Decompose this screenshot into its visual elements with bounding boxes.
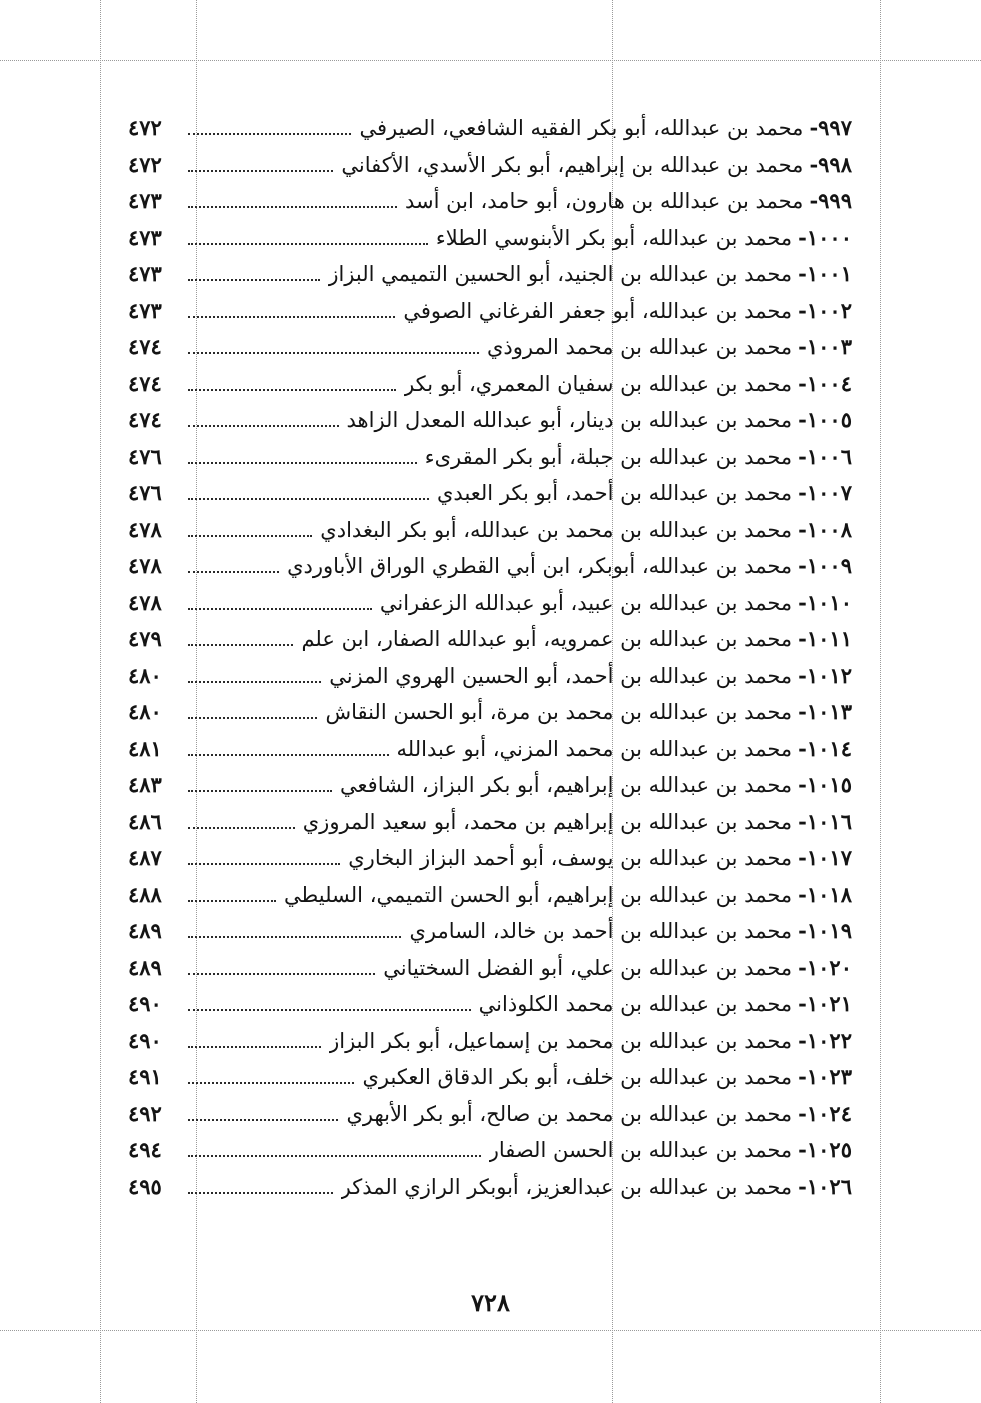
entry-name: محمد بن عبدالله بن خلف، أبو بكر الدقاق العكبري [362, 1065, 793, 1089]
dot-leader [188, 1119, 338, 1121]
entry-number: ١٠١٧- [798, 845, 852, 870]
entry-number: ١٠٠٢- [798, 297, 852, 323]
entry-page-ref: ٤٧٩ [128, 626, 162, 651]
entry-number: ١٠٠٧- [798, 480, 852, 505]
dot-leader [188, 608, 372, 610]
dot-leader [188, 754, 389, 756]
entry-name: محمد بن عبدالله بن محمد المروذي [486, 335, 793, 359]
entry-number: ١٠٢١- [798, 991, 852, 1016]
index-entry [128, 1132, 852, 1169]
entry-name: محمد بن عبدالله بن محمد بن مرة، أبو الحسن النقاش [325, 700, 793, 724]
entry-page-ref: ٤٨٦ [128, 808, 162, 834]
index-entry [128, 548, 852, 585]
index-entry [128, 366, 852, 403]
index-entry [128, 694, 852, 731]
entry-number: ١٠٠٩- [798, 553, 852, 578]
dot-leader [188, 790, 332, 792]
dot-leader [188, 900, 276, 902]
entry-number: ١٠٠٣- [798, 334, 852, 359]
index-entry [128, 220, 852, 257]
index-entry [128, 804, 852, 841]
entry-page-ref: ٤٧٣ [128, 188, 162, 213]
entry-name: محمد بن عبدالله بن محمد المزني، أبو عبدالله [396, 736, 793, 761]
entry-number: ١٠٢٠- [798, 954, 852, 980]
entry-page-ref: ٤٧٦ [128, 443, 162, 469]
entry-name: محمد بن عبدالله بن عمرويه، أبو عبدالله الصفار، ابن علم [301, 627, 793, 651]
index-entry [128, 621, 852, 658]
entry-page-ref: ٤٩١ [128, 1064, 162, 1089]
entry-name: محمد بن عبدالله بن إبراهيم بن محمد، أبو سعيد المروزي [302, 809, 793, 834]
dot-leader [188, 535, 312, 537]
dot-leader [188, 1192, 333, 1194]
entry-name: محمد بن عبدالله بن الجنيد، أبو الحسين التميمي البزاز [328, 262, 793, 286]
index-entry [128, 439, 852, 476]
entry-number: ١٠١١- [798, 626, 852, 651]
entry-number: ٩٩٩- [809, 188, 852, 213]
entry-name: محمد بن عبدالله بن محمد الكلوذاني [478, 992, 793, 1016]
entry-page-ref: ٤٨١ [128, 735, 162, 761]
entry-number: ١٠٢٦- [798, 1173, 852, 1199]
entry-number: ١٠١٦- [798, 808, 852, 834]
entry-number: ١٠١٣- [798, 699, 852, 724]
entry-number: ١٠٢٥- [798, 1137, 852, 1162]
index-entry [128, 256, 852, 293]
index-entry [128, 585, 852, 622]
dot-leader [188, 316, 395, 318]
dot-leader [188, 1046, 321, 1048]
entry-number: ١٠١٨- [798, 881, 852, 907]
scan-artifact-line [880, 0, 881, 1403]
dot-leader [188, 973, 375, 975]
index-entry [128, 877, 852, 914]
dot-leader [188, 1155, 481, 1157]
dot-leader [188, 644, 293, 646]
index-entry [128, 767, 852, 804]
entry-page-ref: ٤٨٩ [128, 954, 162, 980]
entry-page-ref: ٤٧٣ [128, 224, 162, 250]
entry-page-ref: ٤٩٤ [128, 1137, 162, 1162]
scan-artifact-line [100, 0, 101, 1403]
entry-number: ١٠١٥- [798, 772, 852, 797]
entry-name: محمد بن عبدالله بن محمد بن صالح، أبو بكر الأبهري [346, 1101, 793, 1126]
dot-leader [188, 681, 321, 683]
entry-page-ref: ٤٩٥ [128, 1173, 162, 1199]
entry-number: ١٠٠٤- [798, 370, 852, 396]
index-entry [128, 731, 852, 768]
index-entry [128, 1096, 852, 1133]
entry-number: ١٠١٤- [798, 735, 852, 761]
dot-leader [188, 571, 279, 573]
entry-page-ref: ٤٨٠ [128, 662, 162, 688]
entry-page-ref: ٤٧٣ [128, 261, 162, 286]
entry-page-ref: ٤٧٢ [128, 115, 162, 140]
index-entry [128, 512, 852, 549]
entry-name: محمد بن عبدالله بن محمد بن إسماعيل، أبو بكر البزاز [329, 1028, 793, 1053]
dot-leader [188, 352, 479, 354]
entry-number: ١٠٠٨- [798, 516, 852, 542]
entry-name: محمد بن عبدالله بن أحمد، أبو بكر العبدي [436, 481, 793, 505]
entry-number: ٩٩٧- [809, 115, 852, 140]
index-entry [128, 475, 852, 512]
entry-name: محمد بن عبدالله بن يوسف، أبو أحمد البزاز البخاري [348, 846, 793, 870]
entry-page-ref: ٤٨٠ [128, 699, 162, 724]
entry-name: محمد بن عبدالله بن دينار، أبو عبدالله المعدل الزاهد [346, 408, 793, 432]
index-entry [128, 293, 852, 330]
entry-name: محمد بن عبدالله بن إبراهيم، أبو بكر الأسدي، الأكفاني [341, 152, 804, 177]
index-entry [128, 1169, 852, 1206]
entry-number: ٩٩٨- [809, 151, 852, 177]
entry-page-ref: ٤٧٨ [128, 553, 162, 578]
dot-leader [188, 498, 429, 500]
entry-number: ١٠٠٦- [798, 443, 852, 469]
index-entry [128, 950, 852, 987]
entry-page-ref: ٤٨٩ [128, 918, 162, 943]
dot-leader [188, 170, 333, 172]
entry-number: ١٠٠٥- [798, 407, 852, 432]
index-entry [128, 110, 852, 147]
entry-name: محمد بن عبدالله بن عبدالعزيز، أبوبكر الرازي المذكر [340, 1174, 793, 1199]
entry-name: محمد بن عبدالله بن أحمد، أبو الحسين الهروي المزني [329, 663, 793, 688]
entry-page-ref: ٤٧٣ [128, 297, 162, 323]
dot-leader [188, 389, 396, 391]
index-entry [128, 840, 852, 877]
dot-leader [188, 133, 351, 135]
index-entry [128, 183, 852, 220]
entry-number: ١٠١٢- [798, 662, 852, 688]
dot-leader [188, 936, 401, 938]
scan-artifact-line [0, 60, 981, 61]
entry-name: محمد بن عبدالله، أبو جعفر الفرغاني الصوفي [403, 298, 793, 323]
entry-name: محمد بن عبدالله بن جبلة، أبو بكر المقرىء [424, 444, 793, 469]
entry-name: محمد بن عبدالله بن هارون، أبو حامد، ابن أسد [405, 189, 804, 213]
dot-leader [188, 827, 295, 829]
entry-name: محمد بن عبدالله بن عبيد، أبو عبدالله الزعفراني [379, 590, 793, 615]
entry-name: محمد بن عبدالله بن أحمد بن خالد، السامري [409, 919, 793, 943]
index-entry [128, 402, 852, 439]
entry-page-ref: ٤٧٤ [128, 370, 162, 396]
dot-leader [188, 717, 317, 719]
index-entry [128, 329, 852, 366]
entry-page-ref: ٤٧٦ [128, 480, 162, 505]
dot-leader [188, 863, 340, 865]
entry-number: ١٠١٠- [798, 589, 852, 615]
entry-number: ١٠٠٠- [798, 224, 852, 250]
dot-leader [188, 243, 428, 245]
index-entry [128, 658, 852, 695]
entry-number: ١٠٢٤- [798, 1100, 852, 1126]
dot-leader [188, 279, 320, 281]
entry-number: ١٠٢٢- [798, 1027, 852, 1053]
dot-leader [188, 462, 417, 464]
dot-leader [188, 1082, 354, 1084]
entry-name: محمد بن عبدالله بن إبراهيم، أبو الحسن التميمي، السليطي [284, 882, 793, 907]
entry-page-ref: ٤٧٨ [128, 516, 162, 542]
entry-name: محمد بن عبدالله بن علي، أبو الفضل السختياني [383, 955, 793, 980]
entry-name: محمد بن عبدالله، أبوبكر، ابن أبي القطري الوراق الأباوردي [287, 554, 793, 578]
entry-name: محمد بن عبدالله، أبو بكر الأبنوسي الطلاء [435, 225, 793, 250]
dot-leader [188, 206, 397, 208]
entry-page-ref: ٤٩٠ [128, 1027, 162, 1053]
entry-page-ref: ٤٧٢ [128, 151, 162, 177]
entry-page-ref: ٤٨٧ [128, 845, 162, 870]
entry-page-ref: ٤٩٢ [128, 1100, 162, 1126]
page-number: ٧٢٨ [471, 1288, 510, 1317]
entry-name: محمد بن عبدالله بن محمد بن عبدالله، أبو بكر البغدادي [320, 517, 793, 542]
index-list [128, 110, 852, 1205]
entry-page-ref: ٤٧٨ [128, 589, 162, 615]
index-entry [128, 1059, 852, 1096]
entry-name: محمد بن عبدالله بن الحسن الصفار [488, 1138, 793, 1162]
entry-number: ١٠١٩- [798, 918, 852, 943]
entry-page-ref: ٤٧٤ [128, 334, 162, 359]
scan-artifact-line [0, 1330, 981, 1331]
entry-number: ١٠٠١- [798, 261, 852, 286]
entry-page-ref: ٤٨٨ [128, 881, 162, 907]
entry-page-ref: ٤٨٣ [128, 772, 162, 797]
entry-name: محمد بن عبدالله بن سفيان المعمري، أبو بكر [404, 371, 793, 396]
dot-leader [188, 1009, 471, 1011]
index-entry [128, 986, 852, 1023]
entry-page-ref: ٤٩٠ [128, 991, 162, 1016]
entry-page-ref: ٤٧٤ [128, 407, 162, 432]
dot-leader [188, 425, 339, 427]
entry-number: ١٠٢٣- [798, 1064, 852, 1089]
entry-name: محمد بن عبدالله بن إبراهيم، أبو بكر البزاز، الشافعي [340, 773, 793, 797]
index-entry [128, 1023, 852, 1060]
entry-name: محمد بن عبدالله، أبو بكر الفقيه الشافعي، الصيرفي [359, 116, 804, 140]
index-entry [128, 913, 852, 950]
index-entry [128, 147, 852, 184]
